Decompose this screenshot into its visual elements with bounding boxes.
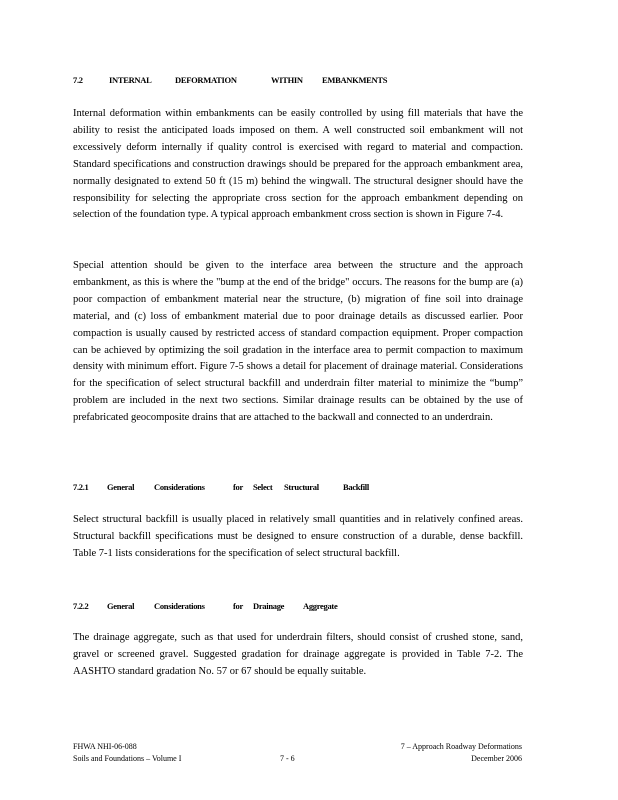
footer-page-number: 7 - 6 <box>280 754 295 763</box>
heading-word: Structural <box>284 482 319 492</box>
heading-word: Drainage <box>253 601 285 611</box>
footer-agency: FHWA NHI-06-088 <box>73 742 137 751</box>
paragraph-drainage-aggregate: The drainage aggregate, such as that used for underdrain filters, should consist of crushed stone, sand, gravel or screened gravel. Suggested gradation for drainage aggregate is provided in Table 7-2. The AASHTO standard gradation No. 57 or 67 should be equally suitable. <box>73 632 523 677</box>
heading-word: DEFORMATION <box>175 75 237 85</box>
heading-word: WITHIN <box>271 75 303 85</box>
section-number: 7.2.2 <box>73 601 89 611</box>
footer-right <box>401 741 522 765</box>
heading-word: General <box>107 601 135 611</box>
heading-word: Aggregate <box>303 601 338 611</box>
heading-word: General <box>107 482 135 492</box>
heading-word: Considerations <box>154 482 205 492</box>
heading-word: Considerations <box>154 601 205 611</box>
paragraph-interface-area: Special attention should be given to the interface area between the structure and the approach embankment, as this is where the "bump at the end of the bridge" occurs. The reasons for the bump are (a) poor compaction of embankment material near the structure, (b) migration of fine soil into drainage material, and (c) loss of embankment material due to poor drainage details as discussed earlier. Poor compaction is usually caused by restricted access of standard compaction equipment. Proper compaction can be achieved by optimizing the soil gradation in the interface area to permit compaction to maximum density with minimum effort. Figure 7-5 shows a detail for placement of drainage material. Considerations for the specification of select structural backfill and underdrain filter material to minimize the “bump” problem are included in the next two sections. Similar drainage results can be obtained by the use of prefabricated geocomposite drains that are attached to the backwall and connected to an underdrain. <box>73 260 523 424</box>
footer-chapter: 7 – Approach Roadway Deformations <box>400 742 522 751</box>
section-number: 7.2 <box>73 75 83 85</box>
heading-word: EMBANKMENTS <box>322 75 388 85</box>
heading-word: Select <box>253 482 273 492</box>
heading-word: INTERNAL <box>109 75 152 85</box>
paragraph-select-structural-backfill: Select structural backfill is usually placed in relatively small quantities and in relatively confined areas. Structural backfill specifications must be designed to ensure construction of a durable, dense backfill. Table 7-1 lists considerations for the specification of select structural backfill. <box>73 514 523 559</box>
paragraph-internal-deformation: Internal deformation within embankments can be easily controlled by using fill materials that have the ability to resist the anticipated loads imposed on them. A well constructed soil embankment will not excessively deform internally if quality control is exercised with regard to material and compaction. Standard specifications and construction drawings should be prepared for the approach embankment area, normally designated to extend 50 ft (15 m) behind the wingwall. The structural designer should have the responsibility for selecting the appropriate cross section for the approach embankment depending on selection of the foundation type. A typical approach embankment cross section is shown in Figure 7-4. <box>73 108 523 221</box>
footer-left <box>73 741 181 765</box>
footer-date: December 2006 <box>471 754 522 763</box>
heading-word: Backfill <box>343 482 369 492</box>
footer-manual: Soils and Foundations – Volume I <box>73 754 182 763</box>
heading-word: for <box>233 601 243 611</box>
section-number: 7.2.1 <box>73 482 89 492</box>
heading-word: for <box>233 482 243 492</box>
